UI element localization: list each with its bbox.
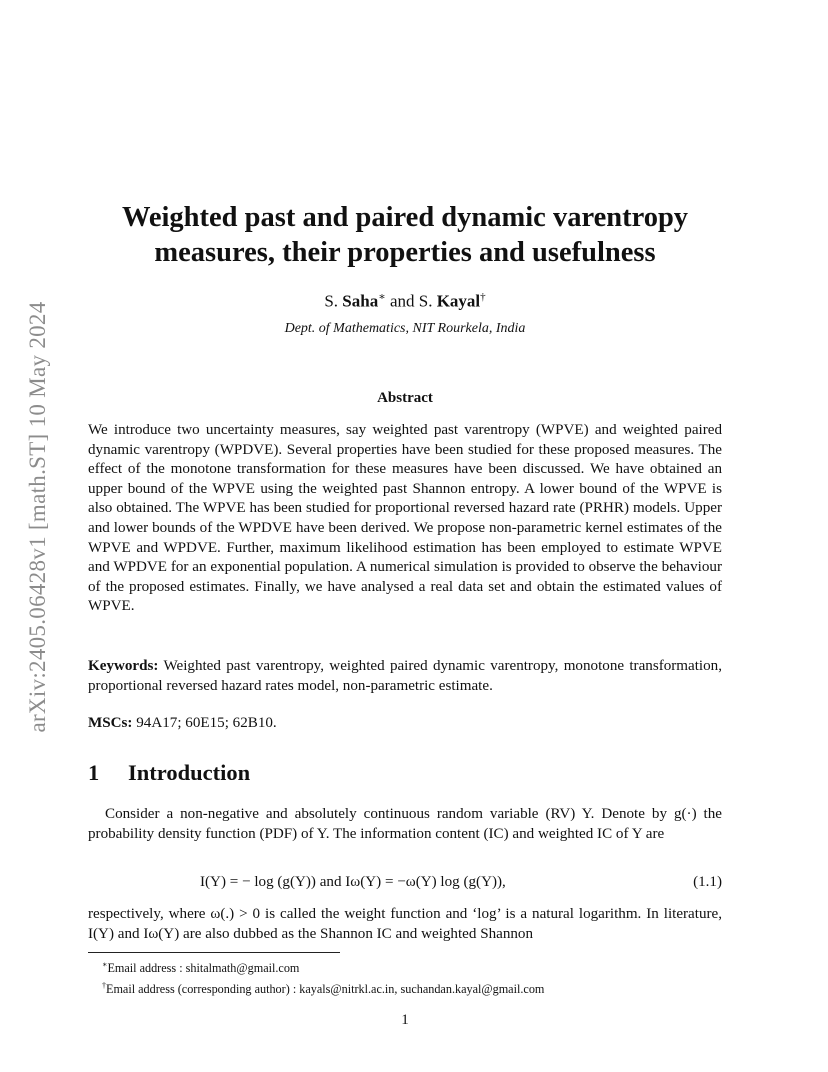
author1-footnote-mark: ∗ (378, 291, 386, 303)
msc-block (88, 715, 722, 732)
author1-initial: S. (324, 291, 343, 311)
paper-title (80, 200, 730, 270)
keywords-label: Keywords: (88, 658, 159, 674)
affiliation: Dept. of Mathematics, NIT Rourkela, India (284, 321, 526, 336)
author-list (80, 290, 730, 312)
msc-codes: 94A17; 60E15; 62B10. (132, 715, 277, 731)
equation-number: (1.1) (693, 874, 722, 890)
intro-paragraph-1 (88, 805, 722, 844)
intro-paragraph-1-text: Consider a non-negative and absolutely continuous random variable (RV) Y. Denote by g(·) the probability density function (PDF) of Y. The information content (IC) and weighted IC of Y are (88, 806, 722, 842)
footnotes (102, 956, 732, 998)
author2-footnote-mark: † (480, 291, 486, 303)
footnote-divider (88, 952, 340, 953)
arxiv-watermark (18, 262, 58, 772)
section-heading (88, 760, 250, 786)
page-number: 1 (401, 1012, 409, 1028)
author-conjunction: and S. (385, 291, 437, 311)
keywords-block (88, 657, 722, 696)
author1-name: Saha (342, 291, 379, 311)
intro-paragraph-2: respectively, where ω(.) > 0 is called the weight function and ‘log’ is a natural logarithm. In literature, I(Y) and Iω(Y) are also dubbed as the Shannon IC and weighted Shannon (88, 906, 722, 942)
footnote-2-text: Email address (corresponding author) : kayals@nitrkl.ac.in, suchandan.kayal@gmail.com (106, 982, 545, 997)
abstract-text: We introduce two uncertainty measures, say weighted past varentropy (WPVE) and weighted paired dynamic varentropy (WPDVE). Several properties have been studied for these proposed measures. The effect of the monotone transformation for these measures have been discussed. We have obtained an upper bound of the WPVE using the weighted past Shannon entropy. A lower bound of the WPVE is also obtained. The WPVE has been studied for proportional reversed hazard rate (PRHR) models. Upper and lower bounds of the WPDVE have been derived. We propose non-parametric kernel estimates of the WPVE and WPDVE. Further, maximum likelihood estimation has been employed to estimate WPVE and WPDVE for an exponential population. A numerical simulation is provided to observe the behaviour of the proposed estimates. Finally, we have analysed a real data set and obtain the estimated values of WPVE. (88, 422, 722, 615)
msc-label: MSCs: (88, 715, 133, 731)
title-line-1: Weighted past and paired dynamic varentropy (121, 202, 689, 233)
keywords-text: Weighted past varentropy, weighted paired dynamic varentropy, monotone transformation, proportional reversed hazard rates model, non-parametric estimate. (88, 658, 722, 694)
equation-body: I(Y) = − log (g(Y)) and Iω(Y) = −ω(Y) log (g(Y)), (200, 874, 506, 890)
footnote-1-text: Email address : shitalmath@gmail.com (107, 961, 300, 976)
title-line-2: measures, their properties and usefulness (154, 237, 656, 268)
arxiv-identifier: arXiv:2405.06428v1 [math.ST] 10 May 2024 (25, 301, 50, 733)
section-number: 1 (88, 760, 100, 785)
footnote-1-mark: ∗ (102, 960, 108, 969)
author2-name: Kayal (436, 291, 481, 311)
abstract-heading: Abstract (377, 390, 433, 406)
footnote-2 (102, 977, 732, 998)
footnote-2-mark: † (102, 981, 106, 991)
section-title: Introduction (128, 760, 251, 785)
footnote-1 (102, 956, 732, 977)
equation-1-1 (88, 874, 722, 896)
